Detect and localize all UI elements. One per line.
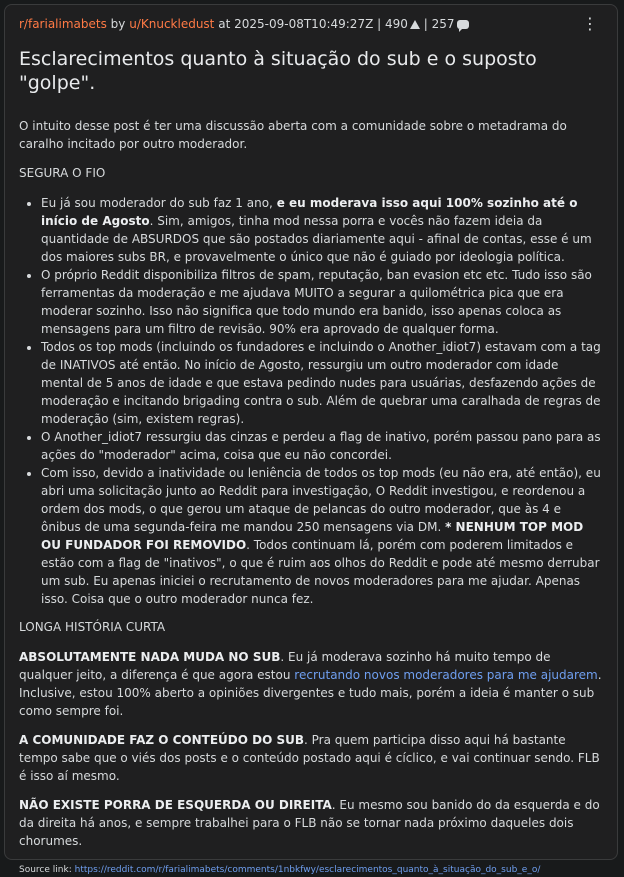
list-item: • O próprio Reddit disponibiliza filtros de spam, reputação, ban evasion etc etc. Tudo isso são ferramentas da moderação e me ajudava MUITO a segurar a quilométrica pica que era moderar sozinho. Isso não significa que todo mundo era banido, isso apenas coloca as mensagens para um filtro de revisão. 90% era aprovado de qualquer forma. xyxy=(41,266,604,338)
source-link[interactable]: https://reddit.com/r/farialimabets/comments/1nbkfwy/esclarecimentos_quanto_à_situação_do_sub_e_o/ xyxy=(74,865,541,875)
paragraph-nada-muda: ABSOLUTAMENTE NADA MUDA NO SUB. Eu já moderava sozinho há muito tempo de qualquer jeito, a diferença é que agora estou recrutando novos moderadores para me ajudarem. Inclusive, estou 100% aberto a opiniões divergentes e tudo mais, porém a ideia é manter o sub como sempre foi. xyxy=(19,650,602,718)
post-card xyxy=(4,4,618,875)
source-label: Source link: xyxy=(19,865,72,875)
post-timestamp: 2025-09-08T10:49:27Z xyxy=(234,17,374,31)
section-heading-segura: SEGURA O FIO xyxy=(19,166,106,180)
meta-separator: | xyxy=(423,17,428,31)
by-label: by xyxy=(110,17,126,31)
subreddit-link[interactable]: r/farialimabets xyxy=(19,17,107,31)
intro-paragraph: O intuito desse post é ter uma discussão aberta com a comunidade sobre o metadrama do caralho incitado por outro moderador. xyxy=(19,119,567,151)
at-label: at xyxy=(218,17,231,31)
recruitment-link[interactable]: recrutando novos moderadores para me ajudarem xyxy=(294,668,598,682)
comment-count: 257 xyxy=(431,17,455,31)
post-body xyxy=(19,117,604,850)
post-meta xyxy=(19,16,604,32)
section-heading-longa: LONGA HISTÓRIA CURTA xyxy=(19,620,166,634)
list-item: • Eu já sou moderador do sub faz 1 ano, e eu moderava isso aqui 100% sozinho até o início de Agosto. Sim, amigos, tinha mod nessa porra e vocês não fazem ideia da quantidade de ABSURDOS que são postados diariamente aqui - afinal de contas, esse é um dos maiores subs BR, e provavelmente o único que não é guiado por ideologia política. xyxy=(41,194,604,266)
list-item: • O Another_idiot7 ressurgiu das cinzas e perdeu a flag de inativo, porém passou pano para as ações do "moderador" acima, coisa que eu não concordei. xyxy=(41,428,604,464)
author-link[interactable]: u/Knuckledust xyxy=(129,17,215,31)
upvote-count: 490 xyxy=(385,17,408,31)
source-line xyxy=(19,864,604,877)
more-options-icon[interactable]: ⋮ xyxy=(582,14,598,33)
upvote-arrow-icon[interactable] xyxy=(410,20,420,29)
comment-bubble-icon[interactable] xyxy=(457,20,469,29)
post-title: Esclarecimentos quanto à situação do sub e o suposto "golpe". xyxy=(19,48,537,94)
list-item: • Todos os top mods (incluindo os fundadores e incluindo o Another_idiot7) estavam com a tag de INATIVOS até então. No início de Agosto, ressurgiu um outro moderador com idade mental de 5 anos de idade e que estava pedindo nudes para usuárias, desfazendo ações de moderação e incitando brigading contra o sub. Além de quebrar uma caralhada de regras de moderação (sim, existem regras). xyxy=(41,338,604,428)
meta-separator: | xyxy=(377,17,382,31)
paragraph-esquerda-direita: NÃO EXISTE PORRA DE ESQUERDA OU DIREITA. Eu mesmo sou banido do da esquerda e do da direita há anos, e sempre trabalhei para o FLB não se tornar nada próximo daqueles dois chorumes. xyxy=(19,798,600,848)
paragraph-comunidade: A COMUNIDADE FAZ O CONTEÚDO DO SUB. Pra quem participa disso aqui há bastante tempo sabe que o viés dos posts e o conteúdo postado aqui é cíclico, e vai continuar sendo. FLB é isso aí mesmo. xyxy=(19,733,600,783)
bullet-list xyxy=(19,194,604,608)
list-item: • Com isso, devido a inatividade ou leniência de todos os top mods (eu não era, até então), eu abri uma solicitação junto ao Reddit para investigação, O Reddit investigou, e reordenou a ordem dos mods, o que gerou um ataque de pelancas do outro moderador, que às 4 e ônibus de uma segunda-feira me mandou 250 mensagens via DM. * NENHUM TOP MOD OU FUNDADOR FOI REMOVIDO. Todos continuam lá, porém com poderem limitados e estão com a flag de "inativos", o que é ruim aos olhos do Reddit e pode até mesmo derrubar um sub. Eu apenas iniciei o recrutamento de novos moderadores para me ajudar. Apenas isso. Coisa que o outro moderador nunca fez. xyxy=(41,464,604,608)
